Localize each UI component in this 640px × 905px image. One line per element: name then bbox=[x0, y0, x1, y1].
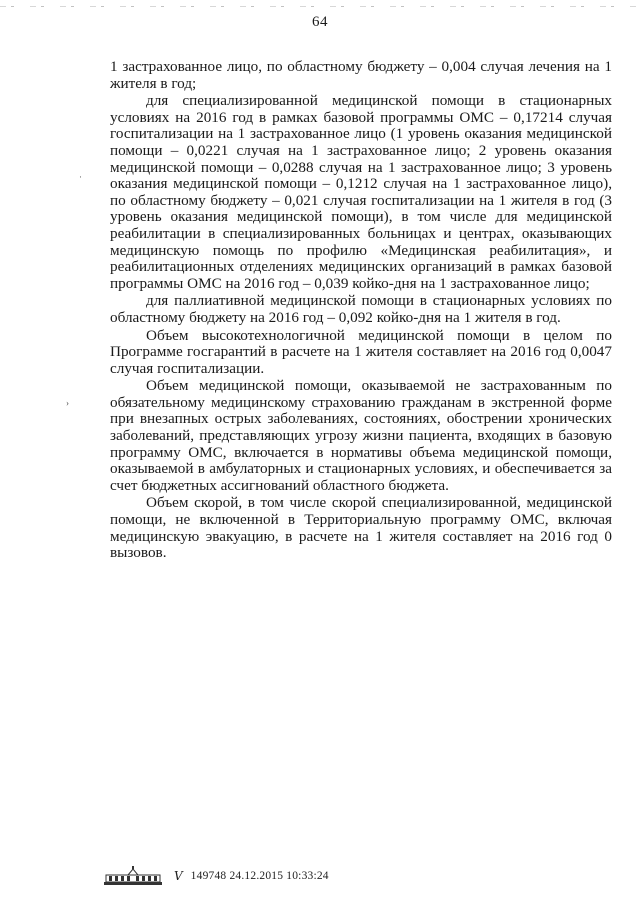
paragraph-5: Объем медицинской помощи, оказываемой не застрахованным по обязательному медицинскому страхованию гражданам в экстренной форме при внезапных острых заболеваниях, состояниях, обострении хронических заболеваний, представляющих угрозу жизни пациента, входящих в базовую программу ОМС, включается в нормативы объема медицинской помощи, оказываемой в амбулаторных и стационарных условиях, и обеспечивается за счет бюджетных ассигнований областного бюджета. bbox=[110, 377, 612, 494]
paragraph-3: для паллиативной медицинской помощи в стационарных условиях по областному бюджету на 2016 год – 0,092 койко-дня на 1 жителя в год. bbox=[110, 292, 612, 326]
margin-tick-mark: · bbox=[79, 172, 82, 182]
document-registration-meta: 149748 24.12.2015 10:33:24 bbox=[190, 870, 329, 882]
paragraph-1: 1 застрахованное лицо, по областному бюджету – 0,004 случая лечения на 1 жителя в год; bbox=[110, 58, 612, 92]
margin-tick-mark: › bbox=[66, 398, 69, 408]
document-body bbox=[110, 59, 612, 562]
scan-artifact-line bbox=[0, 6, 640, 7]
document-mark-icon: V bbox=[174, 869, 183, 883]
document-footer bbox=[104, 866, 329, 886]
paragraph-2: для специализированной медицинской помощи в стационарных условиях на 2016 год в рамках базовой программы ОМС – 0,17214 случая госпитализации на 1 застрахованное лицо (1 уровень оказания медицинской помощи – 0,0221 случая на 1 застрахованное лицо; 2 уровень оказания медицинской помощи – 0,0288 случая на 1 застрахованное лицо; 3 уровень оказания медицинской помощи – 0,1212 случая на 1 застрахованное лицо), по областному бюджету – 0,021 случая госпитализации на 1 жителя в год (3 уровень оказания медицинской помощи), в том числе для медицинской реабилитации в специализированных больницах и центрах, оказывающих медицинскую помощь по профилю «Медицинская реабилитация», и реабилитационных отделениях медицинских организаций в рамках базовой программы ОМС на 2016 год – 0,039 койко-дня на 1 застрахованное лицо; bbox=[110, 92, 612, 292]
paragraph-6: Объем скорой, в том числе скорой специализированной, медицинской помощи, не включенной в Территориальную программу ОМС, включая медицинскую эвакуацию, в расчете на 1 жителя составляет на 2016 год 0 вызовов. bbox=[110, 494, 612, 562]
paragraph-4: Объем высокотехнологичной медицинской помощи в целом по Программе госгарантий в расчете на 1 жителя составляет на 2016 год 0,0047 случая госпитализации. bbox=[110, 326, 612, 377]
parliament-seal-icon bbox=[104, 866, 162, 886]
page-number: 64 bbox=[312, 14, 328, 30]
